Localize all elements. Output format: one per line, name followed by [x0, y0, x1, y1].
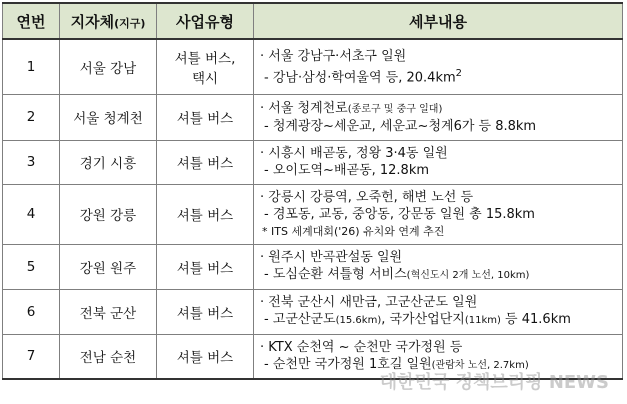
row-no: 4 — [3, 184, 60, 244]
row-type: 셔틀 버스 — [157, 184, 254, 244]
detail-line-2 — [260, 65, 622, 86]
detail-line-1: · 원주시 반곡관설동 일원 — [260, 250, 403, 265]
detail-text: · 서울 청계천로 — [260, 100, 348, 116]
detail-text: , 국가산업단지 — [381, 312, 465, 327]
header-row — [3, 3, 623, 39]
row-detail — [254, 140, 623, 184]
header-region-label: 지자체 — [70, 12, 115, 31]
detail-superscript: 2 — [455, 67, 463, 79]
table-row — [3, 184, 623, 244]
row-no: 7 — [3, 334, 60, 379]
header-detail: 세부내용 — [254, 3, 623, 39]
row-detail — [254, 94, 623, 140]
row-no: 6 — [3, 289, 60, 334]
detail-line-1: · KTX 순천역 ~ 순천만 국가정원 등 — [260, 339, 463, 355]
detail-paren: (15.6km) — [335, 315, 382, 326]
detail-paren: (관람차 노선, 2.7km) — [431, 359, 529, 371]
row-region: 서울 강남 — [60, 39, 157, 94]
row-detail — [254, 184, 623, 244]
region-table-container — [2, 2, 622, 400]
row-no: 3 — [3, 140, 60, 184]
detail-line-2: - 청계광장~세운교, 세운교~청계6가 등 8.8km — [264, 118, 537, 134]
detail-text: - 순천만 국가정원 1호길 일원 — [264, 356, 432, 372]
detail-paren: (11km) — [464, 315, 501, 326]
header-region — [60, 3, 157, 39]
row-type: 셔틀 버스 — [157, 289, 254, 334]
row-region: 서울 청계천 — [60, 94, 157, 140]
row-region: 강원 원주 — [60, 244, 157, 289]
detail-line-1: · 시흥시 배곧동, 정왕 3·4동 일원 — [260, 146, 448, 161]
row-detail — [254, 289, 623, 334]
row-type-line1: 셔틀 버스, — [174, 50, 236, 67]
table-row — [3, 289, 623, 334]
detail-line-1: · 강릉시 강릉역, 오죽헌, 해변 노선 등 — [260, 189, 474, 205]
row-type: 셔틀 버스 — [157, 244, 254, 289]
table-row — [3, 244, 623, 289]
detail-paren: (종로구 및 중구 일대) — [347, 103, 443, 115]
detail-text: - 도심순환 셔틀형 서비스 — [264, 267, 407, 282]
detail-note: * ITS 세계대회('26) 유치와 연계 추진 — [262, 224, 445, 238]
detail-line-1: · 서울 강남구·서초구 일원 — [260, 48, 407, 64]
header-no: 연번 — [3, 3, 60, 39]
row-type: 셔틀 버스 — [157, 140, 254, 184]
row-type: 셔틀 버스 — [157, 94, 254, 140]
detail-text: - 고군산군도 — [264, 312, 336, 327]
row-type — [157, 39, 254, 94]
row-no: 2 — [3, 94, 60, 140]
detail-line-2 — [260, 311, 622, 329]
table-row — [3, 140, 623, 184]
header-type: 사업유형 — [157, 3, 254, 39]
detail-line-2: - 경포동, 교동, 중앙동, 강문동 일원 총 15.8km — [264, 206, 535, 222]
detail-line-2: - 오이도역~배곧동, 12.8km — [264, 163, 430, 178]
row-region: 전북 군산 — [60, 289, 157, 334]
row-no: 5 — [3, 244, 60, 289]
table-row — [3, 39, 623, 94]
detail-paren: (혁신도시 2개 노선, 10km) — [406, 270, 530, 281]
row-region: 강원 강릉 — [60, 184, 157, 244]
row-detail — [254, 39, 623, 94]
row-type-line2: 택시 — [191, 70, 219, 87]
detail-line-1: · 전북 군산시 새만금, 고군산군도 일원 — [260, 295, 478, 310]
row-type: 셔틀 버스 — [157, 334, 254, 379]
row-region: 전남 순천 — [60, 334, 157, 379]
detail-text: 등 41.6km — [500, 312, 571, 327]
detail-line-2 — [260, 266, 622, 284]
row-no: 1 — [3, 39, 60, 94]
header-region-sub: (지구) — [114, 16, 146, 30]
table-row — [3, 94, 623, 140]
row-region: 경기 시흥 — [60, 140, 157, 184]
watermark: 대한민국 정책브리핑 NEWS — [379, 372, 609, 393]
region-project-table — [2, 2, 623, 380]
row-detail — [254, 244, 623, 289]
detail-text: - 강남·삼성·학여울역 등, 20.4km — [264, 69, 456, 85]
detail-line-1 — [260, 100, 622, 118]
